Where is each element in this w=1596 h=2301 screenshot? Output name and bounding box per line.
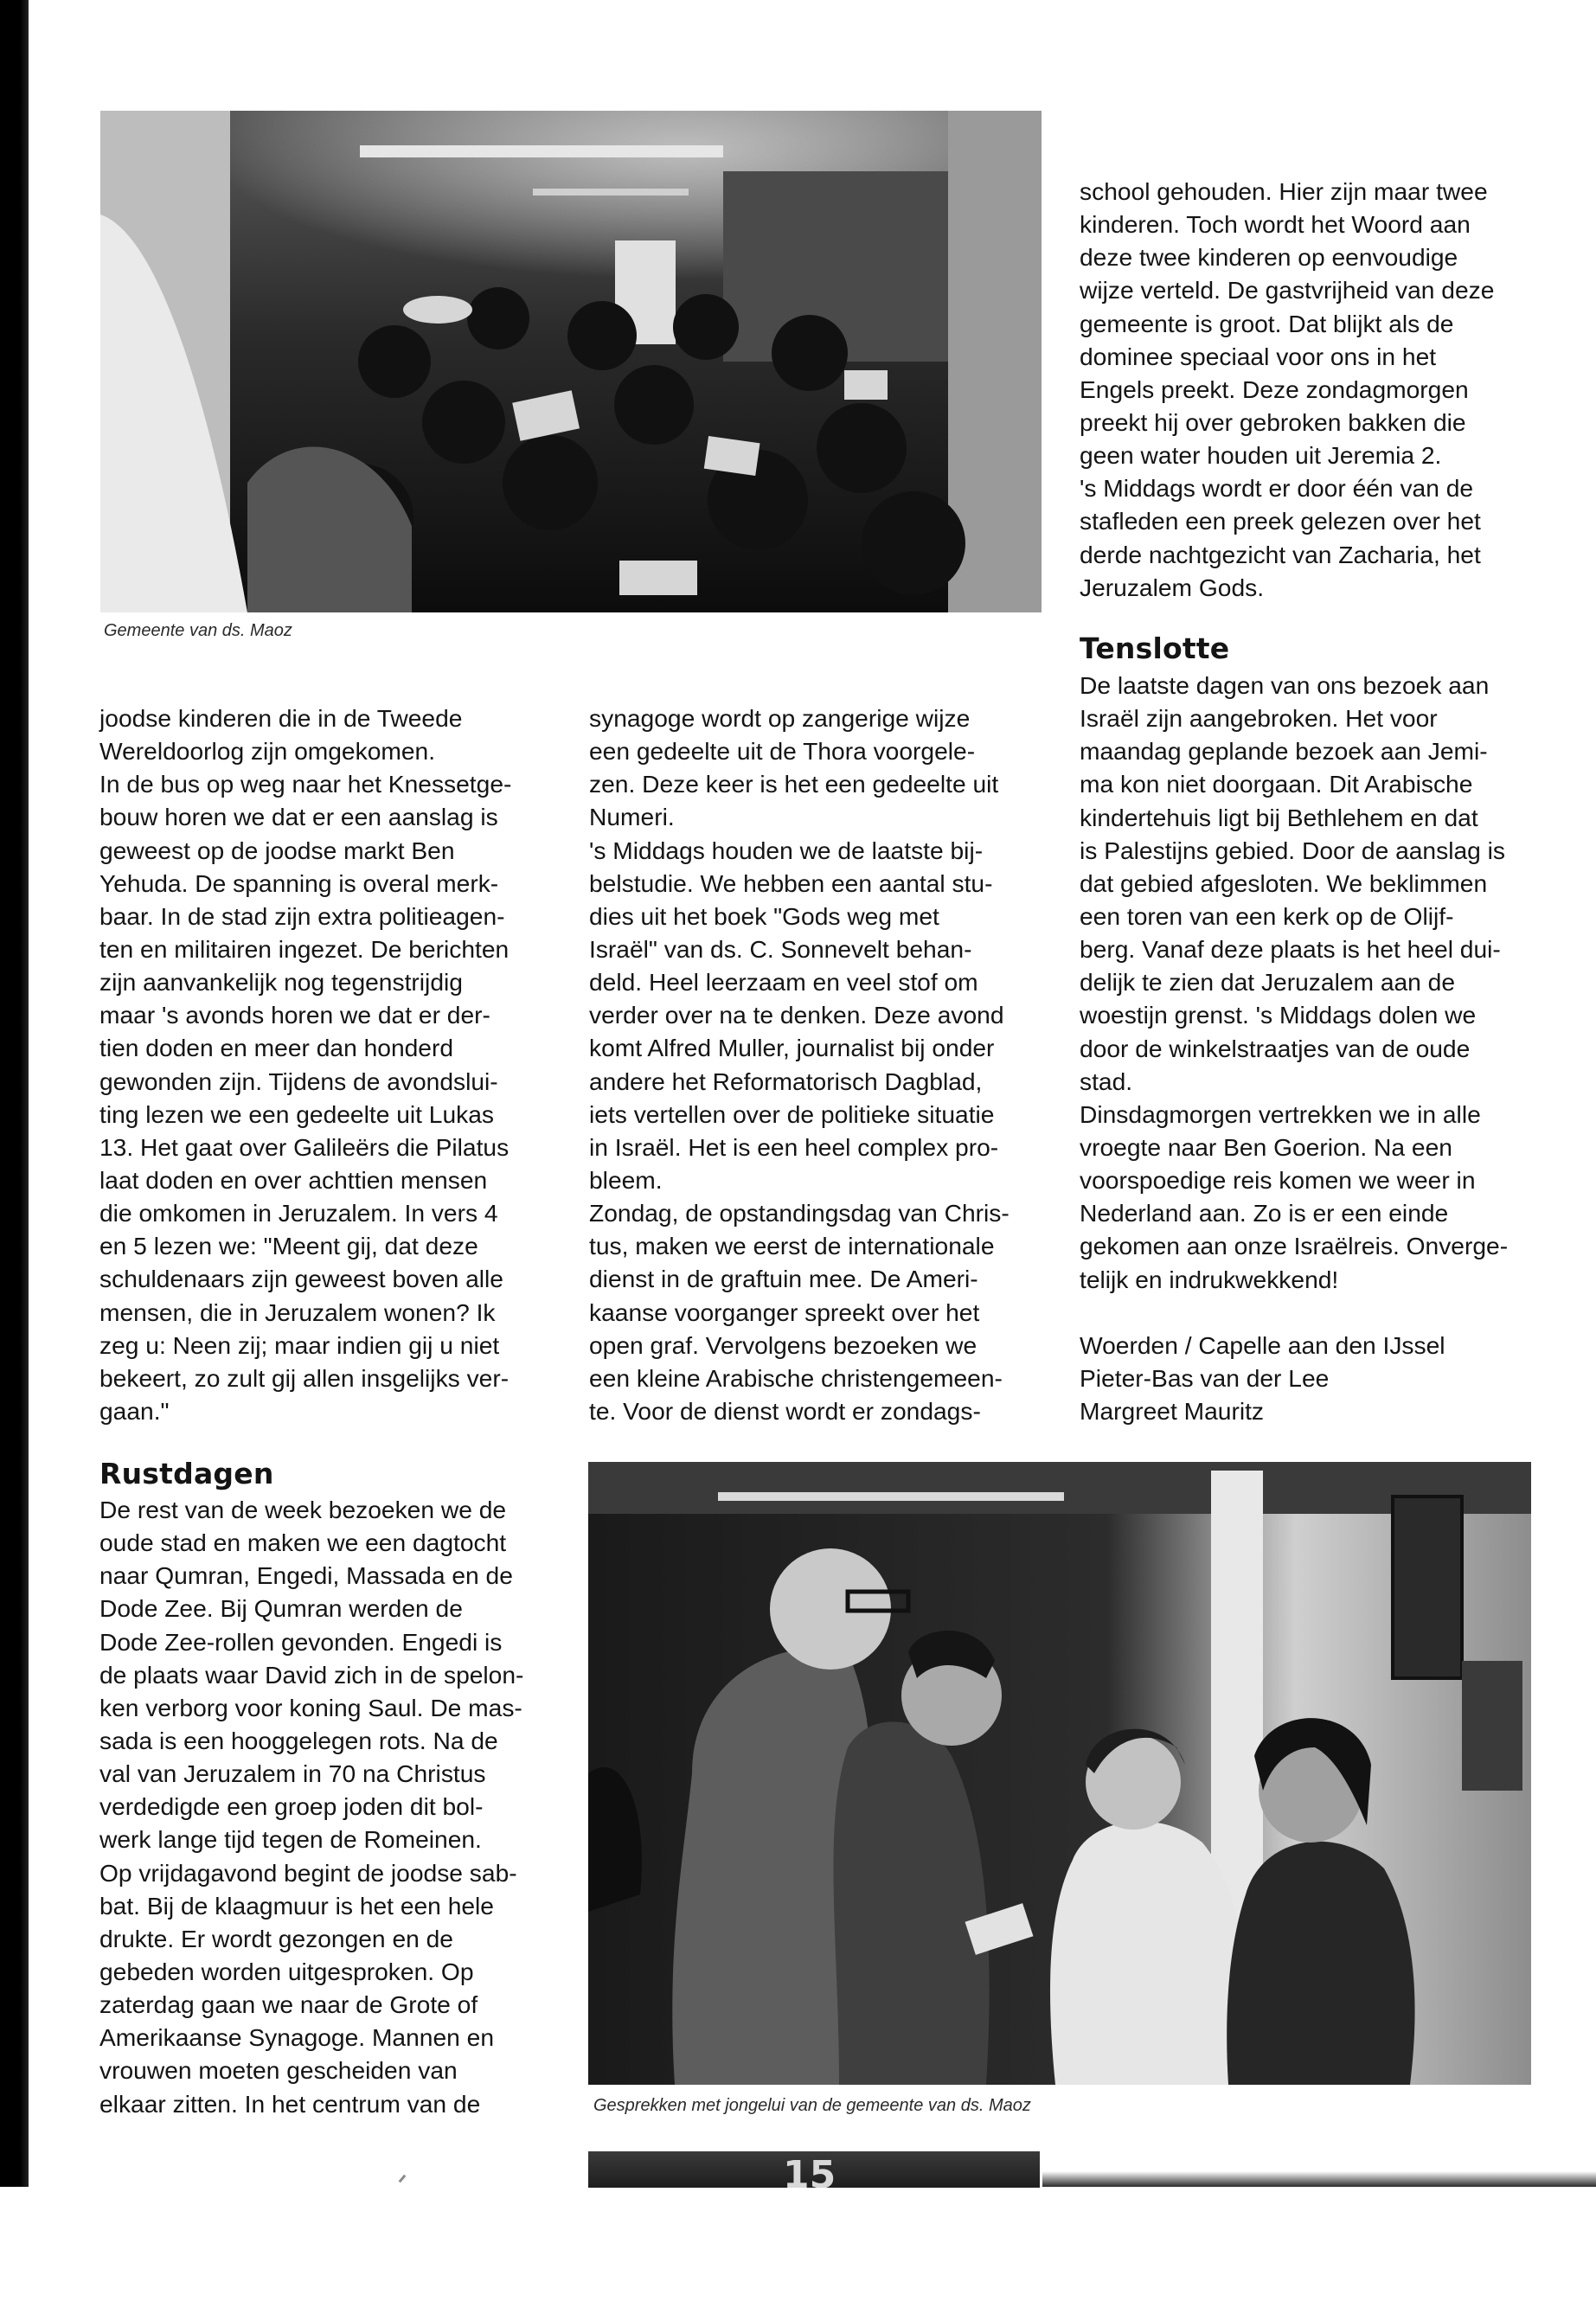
text-line: 's Middags wordt er door één van de [1080,474,1474,503]
text-line: berg. Vanaf deze plaats is het heel dui- [1080,935,1501,964]
text-line: naar Qumran, Engedi, Massada en de [99,1561,513,1590]
text-line: bouw horen we dat er een aanslag is [99,803,498,831]
scan-shadow-edge [1042,2171,1596,2187]
text-line: stad. [1080,1067,1133,1095]
text-line: woestijn grenst. 's Middags dolen we [1080,1001,1477,1029]
text-line: gekomen aan onze Israëlreis. Onverge- [1080,1232,1509,1260]
text-line: voorspoedige reis komen we weer in [1080,1166,1476,1195]
text-line: baar. In de stad zijn extra politieagen- [99,901,505,930]
text-line: deze twee kinderen op eenvoudige [1080,243,1458,272]
heading-tenslotte: Tenslotte [1080,631,1230,665]
page-number-tab [588,2151,1040,2188]
text-line: preekt hij over gebroken bakken die [1080,407,1466,436]
text-line: schuldenaars zijn geweest boven alle [99,1265,503,1293]
text-line: oude stad en maken we een dagtocht [99,1529,507,1557]
text-line: dienst in de graftuin mee. De Ameri- [589,1265,978,1293]
text-line: sada is een hooggelegen rots. Na de [99,1726,498,1754]
caption-top-photo: Gemeente van ds. Maoz [104,621,292,640]
page-number: 15 [783,2153,836,2188]
text-line: school gehouden. Hier zijn maar twee [1080,177,1488,205]
text-line: Dinsdagmorgen vertrekken we in alle [1080,1099,1481,1128]
photo-congregation-image [100,111,1042,612]
signature-line: Margreet Mauritz [1080,1396,1265,1425]
text-line: Israël zijn aangebroken. Het voor [1080,704,1438,733]
text-line: dominee speciaal voor ons in het [1080,342,1437,370]
text-line: dat gebied afgesloten. We beklimmen [1080,868,1488,897]
text-line: drukte. Er wordt gezongen en de [99,1924,453,1952]
text-line: stafleden een preek gelezen over het [1080,507,1481,535]
page-bottom-margin [0,2187,1596,2301]
photo-conversations-image [588,1462,1531,2085]
text-line: laat doden en over achttien mensen [99,1165,488,1194]
text-line: Wereldoorlog zijn omgekomen. [99,737,436,766]
text-line: een kleine Arabische christengemeen- [589,1363,1003,1392]
text-line: derde nachtgezicht van Zacharia, het [1080,540,1481,568]
caption-bottom-photo: Gesprekken met jongelui van de gemeente van ds. Maoz [593,2096,1031,2115]
text-line: een gedeelte uit de Thora voorgele- [589,737,976,766]
text-line: Zondag, de opstandingsdag van Chris- [589,1199,1010,1227]
column2-text [589,702,1010,1427]
signature-line: Woerden / Capelle aan den IJssel [1080,1330,1445,1359]
text-line: geweest op de joodse markt Ben [99,836,455,864]
text-line: ting lezen we een gedeelte uit Lukas [99,1099,495,1128]
text-line: dies uit het boek "Gods weg met [589,901,939,930]
text-line: en 5 lezen we: "Meent gij, dat deze [99,1232,478,1260]
text-line: kinderen. Toch wordt het Woord aan [1080,210,1471,239]
column3-top-text [1080,175,1494,604]
text-line: zijn aanvankelijk nog tegenstrijdig [99,968,463,997]
text-line: een toren van een kerk op de Olijf- [1080,901,1454,930]
text-line: ten en militairen ingezet. De berichten [99,934,510,963]
scan-binding-edge [0,0,29,2301]
column1-bottom-text [99,1493,523,2120]
text-line: ken verborg voor koning Saul. De mas- [99,1693,522,1721]
text-line: verder over na te denken. Deze avond [589,1001,1004,1029]
text-line: open graf. Vervolgens bezoeken we [589,1330,977,1359]
text-line: kindertehuis ligt bij Bethlehem en dat [1080,803,1478,831]
text-line: Amerikaanse Synagoge. Mannen en [99,2023,494,2052]
column1-top-text [99,702,511,1427]
text-line: vroegte naar Ben Goerion. Na een [1080,1132,1452,1161]
text-line: mensen, die in Jeruzalem wonen? Ik [99,1298,496,1326]
text-line: is Palestijns gebied. Door de aanslag is [1080,836,1506,864]
photo-congregation [100,111,1042,612]
text-line: De laatste dagen van ons bezoek aan [1080,671,1490,699]
text-line: gaan." [99,1396,170,1425]
text-line: zeg u: Neen zij; maar indien gij u niet [99,1330,500,1359]
text-line: tus, maken we eerst de internationale [589,1232,995,1260]
text-line: gemeente is groot. Dat blijkt als de [1080,309,1454,337]
text-line: maar 's avonds horen we dat er der- [99,1001,490,1029]
photo-conversations [588,1462,1531,2085]
scan-speck [399,2175,407,2183]
text-line: bekeert, zo zult gij allen insgelijks ver- [99,1363,510,1392]
text-line: synagoge wordt op zangerige wijze [589,704,971,732]
text-line: Yehuda. De spanning is overal merk- [99,868,499,897]
text-line: 's Middags houden we de laatste bij- [589,836,984,864]
text-line: delijk te zien dat Jeruzalem aan de [1080,968,1456,997]
text-line: gewonden zijn. Tijdens de avondslui- [99,1067,498,1095]
text-line: telijk en indrukwekkend! [1080,1265,1339,1293]
text-line: Nederland aan. Zo is er een einde [1080,1199,1449,1227]
text-line: De rest van de week bezoeken we de [99,1496,507,1523]
text-line: andere het Reformatorisch Dagblad, [589,1067,983,1095]
page-top-margin [0,0,1596,111]
signature-line: Pieter-Bas van der Lee [1080,1363,1330,1392]
text-line: werk lange tijd tegen de Romeinen. [99,1825,482,1854]
text-line: die omkomen in Jeruzalem. In vers 4 [99,1199,498,1227]
text-line: belstudie. We hebben een aantal stu- [589,868,993,897]
text-line: door de winkelstraatjes van de oude [1080,1034,1471,1062]
text-line: komt Alfred Muller, journalist bij onder [589,1034,995,1062]
text-line: maandag geplande bezoek aan Jemi- [1080,737,1488,766]
heading-rustdagen: Rustdagen [99,1457,274,1490]
text-line: verdedigde een groep joden dit bol- [99,1792,484,1821]
text-line: gebeden worden uitgesproken. Op [99,1957,474,1985]
text-line: Dode Zee. Bij Qumran werden de [99,1594,463,1623]
text-line: vrouwen moeten gescheiden van [99,2056,458,2085]
text-line: zen. Deze keer is het een gedeelte uit [589,770,999,798]
text-line: Israël" van ds. C. Sonnevelt behan- [589,934,972,963]
text-line: val van Jeruzalem in 70 na Christus [99,1759,486,1788]
text-line: bat. Bij de klaagmuur is het een hele [99,1891,494,1920]
text-line: bleem. [589,1165,663,1194]
text-line: 13. Het gaat over Galileërs die Pilatus [99,1132,510,1161]
text-line: Dode Zee-rollen gevonden. Engedi is [99,1627,503,1656]
text-line: wijze verteld. De gastvrijheid van deze [1080,276,1495,304]
text-line: deld. Heel leerzaam en veel stof om [589,968,978,997]
text-line: elkaar zitten. In het centrum van de [99,2089,481,2118]
text-line: in Israël. Het is een heel complex pro- [589,1132,999,1161]
text-line: geen water houden uit Jeremia 2. [1080,441,1442,470]
text-line: iets vertellen over de politieke situatie [589,1099,995,1128]
text-line: kaanse voorganger spreekt over het [589,1298,980,1326]
text-line: Numeri. [589,803,675,831]
text-line: Engels preekt. Deze zondagmorgen [1080,375,1469,403]
text-line: te. Voor de dienst wordt er zondags- [589,1396,981,1425]
text-line: In de bus op weg naar het Knessetge- [99,770,512,798]
text-line: joodse kinderen die in de Tweede [99,704,463,732]
column3-bottom-text [1080,669,1508,1427]
text-line: tien doden en meer dan honderd [99,1034,454,1062]
text-line: de plaats waar David zich in de spelon- [99,1660,524,1689]
text-line: ma kon niet doorgaan. Dit Arabische [1080,770,1473,798]
text-line: Op vrijdagavond begint de joodse sab- [99,1858,517,1887]
text-line: Jeruzalem Gods. [1080,573,1265,601]
text-line: zaterdag gaan we naar de Grote of [99,1990,478,2019]
